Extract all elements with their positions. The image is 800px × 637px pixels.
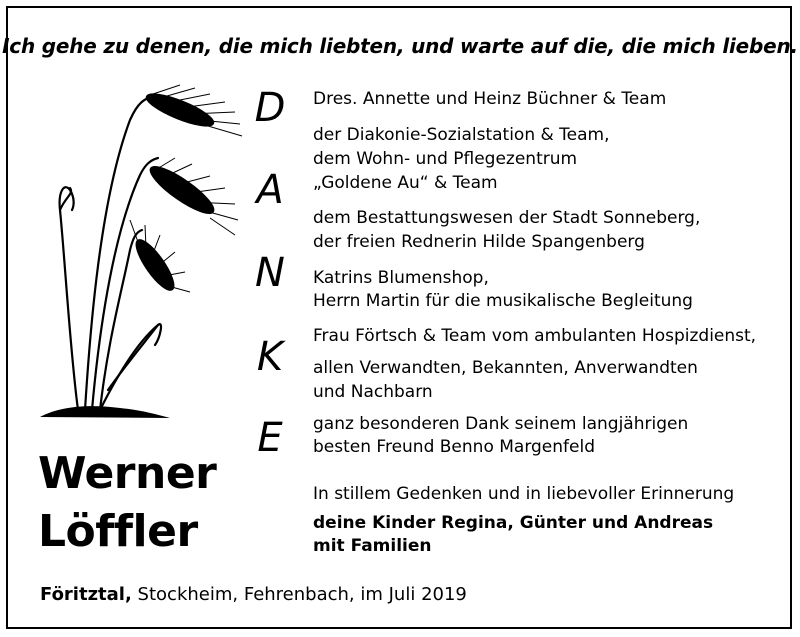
danke-letter-k: K (256, 334, 284, 380)
deceased-last-name: Löffler (38, 506, 198, 557)
memorial-quote: Ich gehe zu denen, die mich liebten, und warte auf die, die mich lieben. (2, 34, 798, 58)
place-date-line (40, 584, 467, 605)
thanks-line: dem Bestattungswesen der Stadt Sonneberg, (313, 208, 701, 228)
thanks-line: der Diakonie-Sozialstation & Team, (313, 125, 610, 145)
thanks-line: ganz besonderen Dank seinem langjährigen (313, 414, 689, 434)
thanks-line: Herrn Martin für die musikalische Begleitung (313, 291, 693, 311)
thanks-line: „Goldene Au“ & Team (313, 173, 498, 193)
thanks-line: Dres. Annette und Heinz Büchner & Team (313, 89, 667, 109)
thanks-line: Katrins Blumenshop, (313, 268, 489, 288)
family-line: mit Familien (313, 536, 432, 556)
thanks-line: allen Verwandten, Bekannten, Anverwandten (313, 358, 698, 378)
danke-letter-d: D (254, 85, 286, 131)
thanks-line: Frau Förtsch & Team vom ambulanten Hospizdienst, (313, 326, 757, 346)
closing-line: In stillem Gedenken und in liebevoller Erinnerung (313, 484, 735, 504)
wheat-ears-icon (30, 80, 250, 425)
danke-letter-n: N (255, 250, 285, 296)
thanks-line: der freien Rednerin Hilde Spangenberg (313, 232, 645, 252)
deceased-first-name: Werner (38, 448, 217, 499)
thanks-line: besten Freund Benno Margenfeld (313, 437, 596, 457)
thanks-line: und Nachbarn (313, 382, 433, 402)
danke-letter-e: E (257, 415, 283, 461)
place-date-rest: Stockheim, Fehrenbach, im Juli 2019 (131, 584, 467, 605)
place-name: Föritztal, (40, 584, 132, 605)
danke-letter-a: A (256, 167, 284, 213)
family-line: deine Kinder Regina, Günter und Andreas (313, 513, 714, 533)
thanks-line: dem Wohn- und Pflegezentrum (313, 149, 578, 169)
